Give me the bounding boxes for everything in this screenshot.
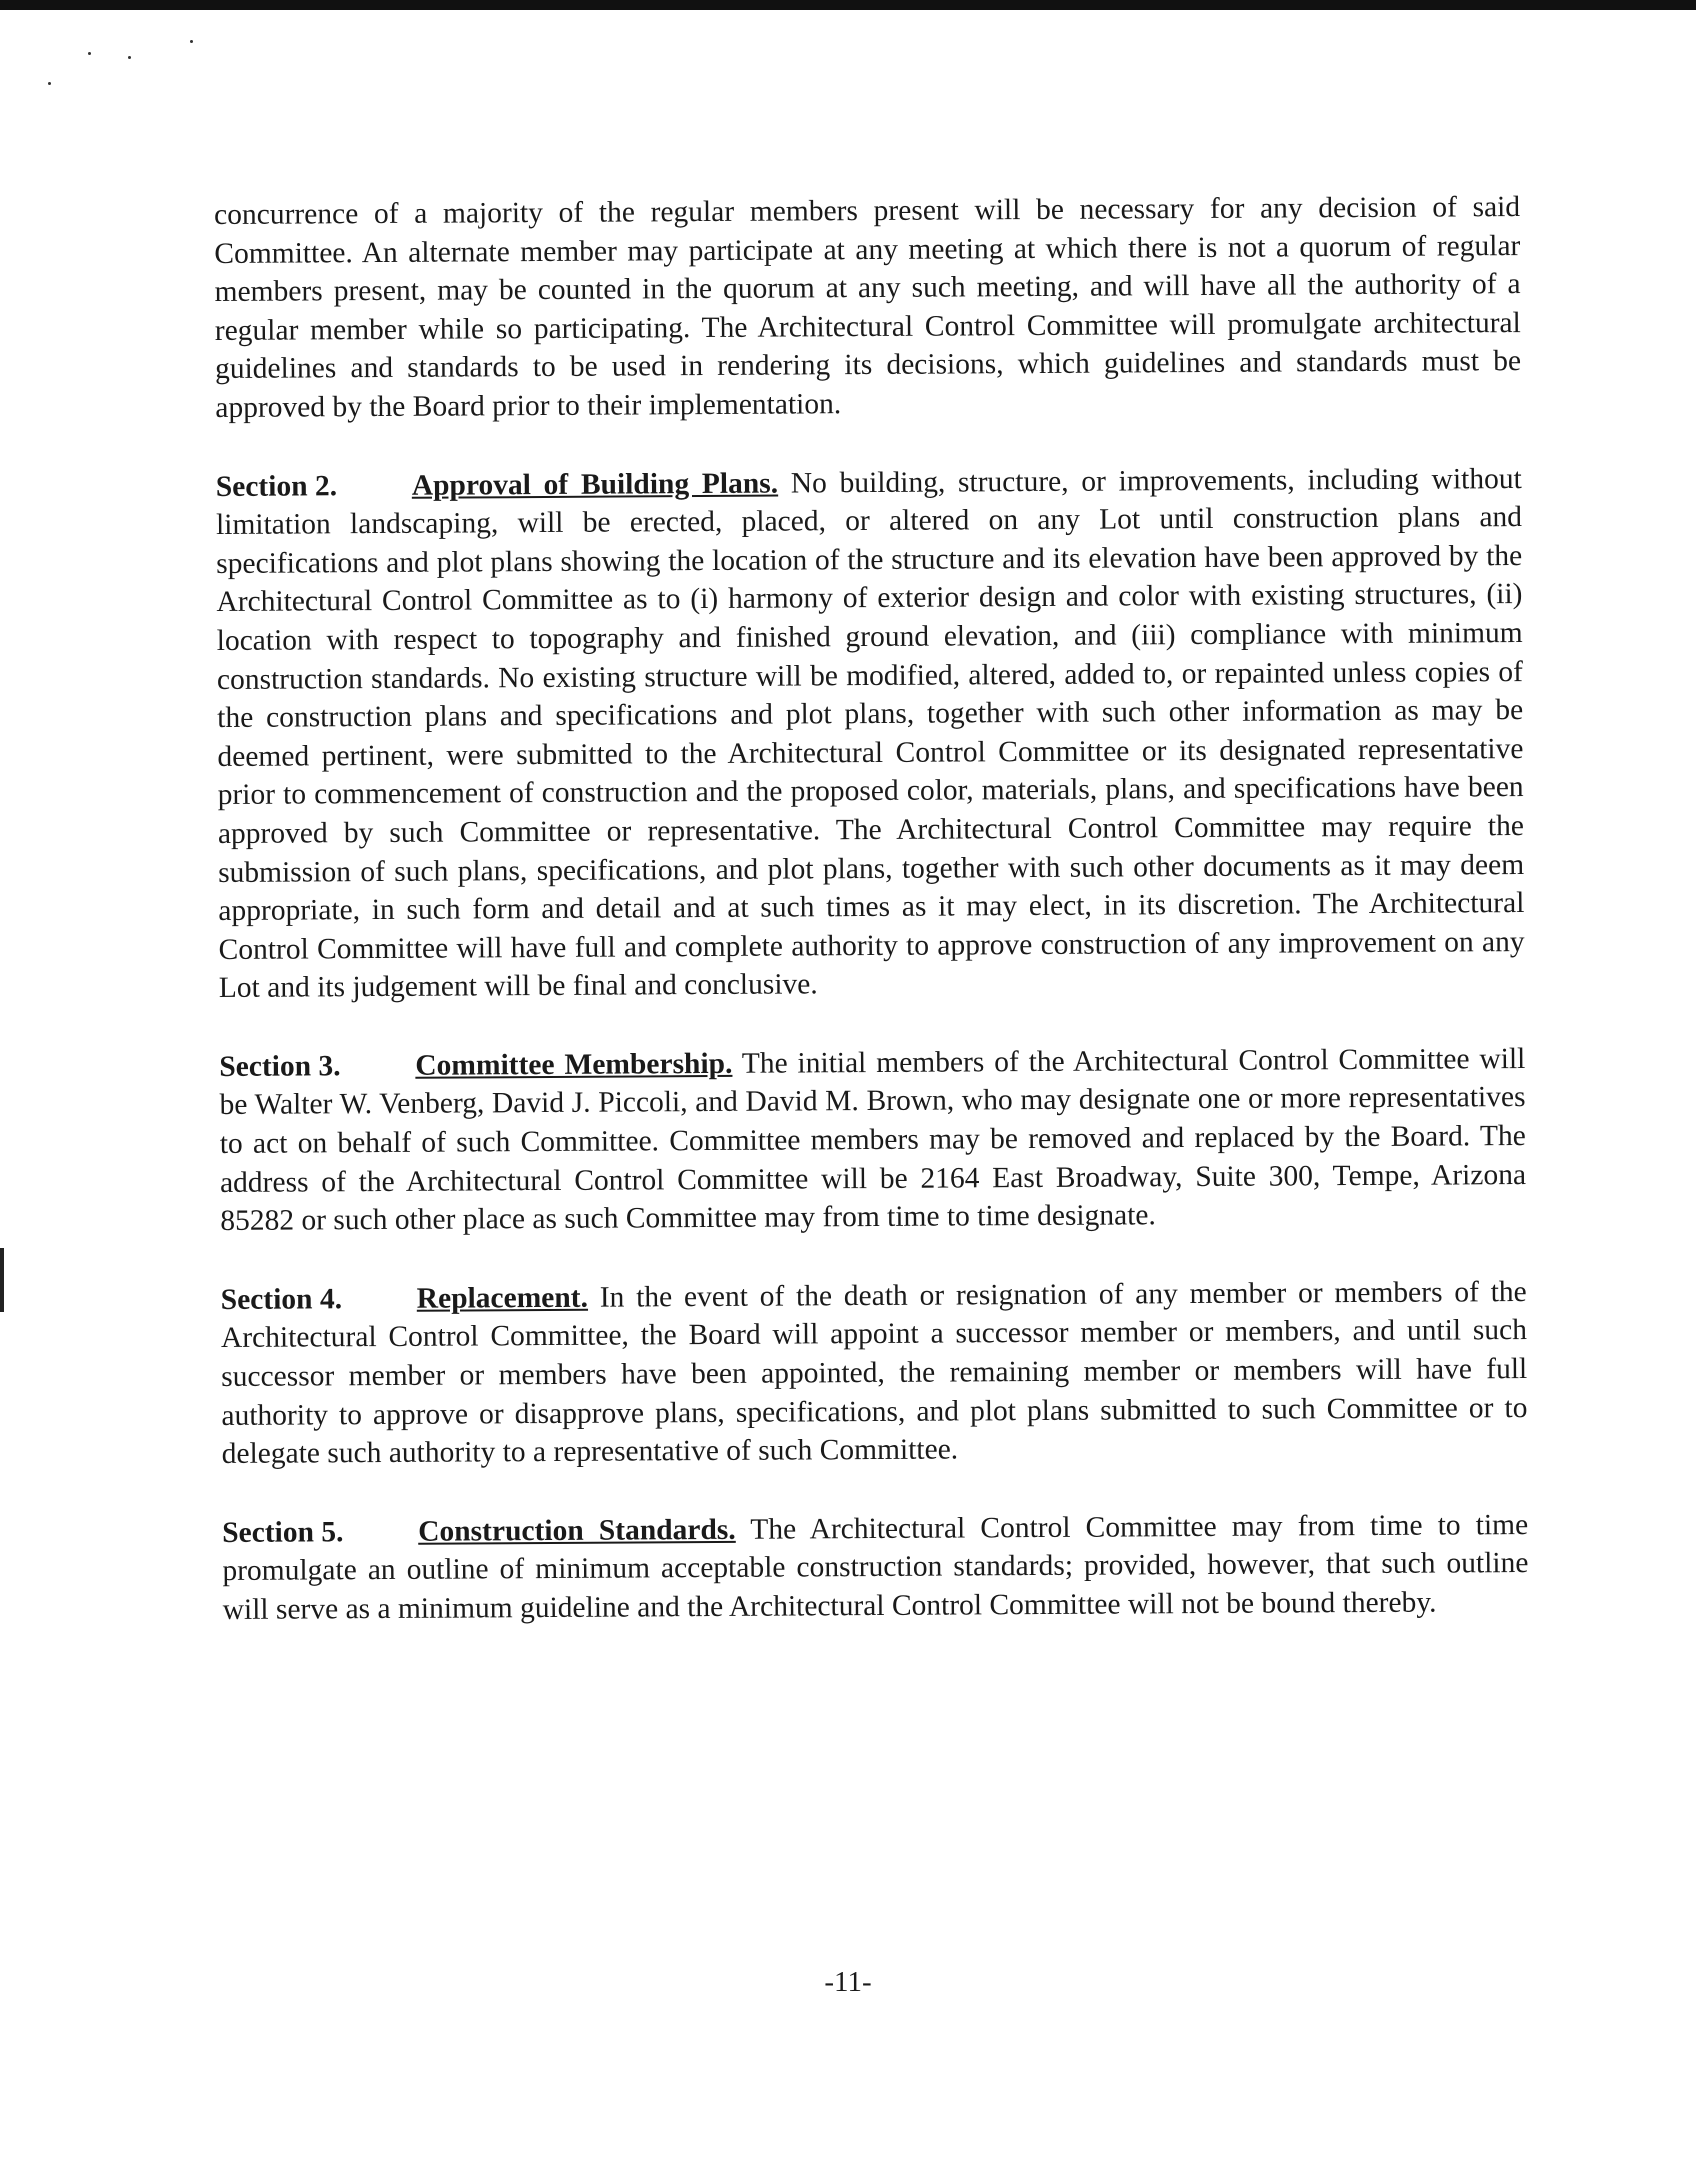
scan-speck	[48, 82, 51, 85]
section-label: Section 5.	[222, 1516, 344, 1549]
scan-speck	[190, 40, 193, 43]
section-3	[219, 1040, 1526, 1241]
scan-margin-mark	[0, 1248, 4, 1312]
section-5	[222, 1506, 1529, 1630]
page-number: -11-	[824, 1966, 872, 1998]
section-label: Section 2.	[215, 469, 338, 503]
section-title: Approval of Building Plans.	[411, 467, 779, 502]
section-body: The Architectural Control Committee may from time to time promulgate an outline of minimum acceptable construction standards; provided, however, that such outline will serve as a minimum guideline and the Architectural Control Committee will not be bound thereby.	[222, 1508, 1529, 1626]
section-body: The initial members of the Architectural Control Committee will be Walter W. Venberg, David J. Piccoli, and David M. Brown, who may designate one or more representatives to act on behalf of such Committee. Committee members may be removed and replaced by the Board. The address of the Architectural Control Committee will be 2164 East Broadway, Suite 300, Tempe, Arizona 85282 or such other place as such Committee may from time to time designate.	[219, 1042, 1527, 1238]
scan-speck	[128, 56, 131, 59]
section-label: Section 3.	[219, 1050, 341, 1083]
section-title: Replacement.	[416, 1281, 589, 1315]
scan-top-edge	[0, 0, 1696, 10]
scan-speck	[88, 52, 91, 55]
section-body: No building, structure, or improvements, including without limitation landscaping, will be erected, placed, or altered on any Lot until construction plans and specifications and plot plans showing the location of the structure and its elevation have been approved by the Architectural Control Committee as to (i) harmony of exterior design and color with existing structures, (ii) location with respect to topography and finished ground elevation, and (iii) compliance with minimum construction standards. No existing structure will be modified, altered, added to, or repainted unless copies of the construction plans and specifications and plot plans, together with such other information as may be deemed pertinent, were submitted to the Architectural Control Committee or its designated representative prior to commencement of construction and the proposed color, materials, plans, and specifications have been approved by such Committee or representative. The Architectural Control Committee may require the submission of such plans, specifications, and plot plans, together with such other documents as it may deem appropriate, in such form and detail and at such times as it may elect, in its discretion. The Architectural Control Committee will have full and complete authority to approve construction of any improvement on any Lot and its judgement will be final and conclusive.	[215, 462, 1525, 1005]
section-4	[221, 1273, 1528, 1474]
section-title: Construction Standards.	[418, 1513, 736, 1548]
document-body	[214, 188, 1529, 1670]
section-2	[216, 460, 1525, 1008]
section-body: In the event of the death or resignation of any member or members of the Architectural Control Committee, the Board will appoint a successor member or members, and until such successor member or members have been appointed, the remaining member or members will have full authority to approve or disapprove plans, specifications, and plot plans submitted to such Committee or to delegate such authority to a representative of such Committee.	[220, 1275, 1528, 1471]
section-title: Committee Membership.	[415, 1047, 733, 1082]
continued-paragraph: concurrence of a majority of the regular members present will be necessary for any decision of said Committee. An alternate member may participate at any meeting at which there is not a quorum of regular members present, may be counted in the quorum at any such meeting, and will have all the authority of a regular member while so participating. The Architectural Control Committee will promulgate architectural guidelines and standards to be used in rendering its decisions, which guidelines and standards must be approved by the Board prior to their implementation.	[214, 191, 1522, 424]
section-label: Section 4.	[220, 1283, 343, 1316]
